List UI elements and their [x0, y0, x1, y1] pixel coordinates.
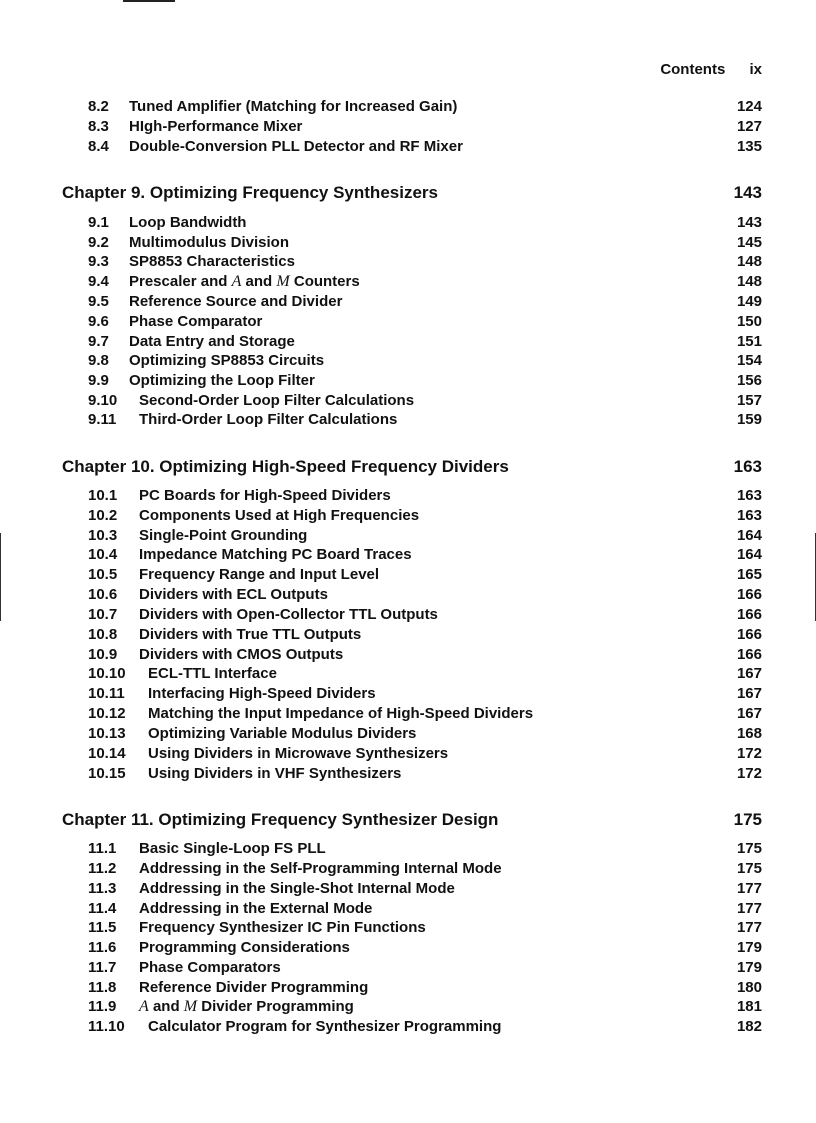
section-number: 11.2: [88, 860, 117, 877]
section-title: Optimizing Variable Modulus Dividers: [148, 725, 417, 742]
toc-entry: [0, 725, 816, 743]
running-head: [660, 61, 762, 78]
toc-entry: [0, 352, 816, 370]
page-number: 135: [736, 138, 762, 155]
section-title: Phase Comparators: [139, 959, 281, 976]
page-number: 156: [736, 372, 762, 389]
toc-entry: [0, 646, 816, 664]
section-title: Basic Single-Loop FS PLL: [139, 840, 326, 857]
toc-entry: [0, 118, 816, 136]
section-number: 10.3: [88, 527, 118, 544]
page-number: 175: [736, 860, 762, 877]
page-number: 167: [736, 705, 762, 722]
section-number: 10.12: [88, 705, 126, 722]
title-text: Counters: [289, 273, 360, 290]
toc-entry: [0, 138, 816, 156]
toc-entry: [0, 293, 816, 311]
section-title: Reference Source and Divider: [129, 293, 343, 310]
toc-entry: [0, 273, 816, 291]
toc-entry: [0, 880, 816, 898]
toc-entry: [0, 860, 816, 878]
toc-entry: [0, 919, 816, 937]
toc-entry: [0, 214, 816, 232]
page-number: 145: [736, 234, 762, 251]
toc-entry: [0, 979, 816, 997]
page-number: 179: [736, 959, 762, 976]
section-title: Calculator Program for Synthesizer Programming: [148, 1018, 502, 1035]
toc-entry: [0, 527, 816, 545]
section-number: 10.14: [88, 745, 126, 762]
toc-entry: [0, 765, 816, 783]
page-number: 165: [736, 566, 762, 583]
page-number: 163: [736, 487, 762, 504]
section-number: 11.4: [88, 900, 117, 917]
page-number: 175: [736, 840, 762, 857]
section-number: 10.8: [88, 626, 118, 643]
chapter-heading: [0, 456, 816, 478]
page-number: 124: [736, 98, 762, 115]
section-number: 10.10: [88, 665, 126, 682]
section-title: Components Used at High Frequencies: [139, 507, 420, 524]
section-title: HIgh-Performance Mixer: [129, 118, 303, 135]
running-head-page-number: ix: [749, 61, 762, 78]
toc-entry: [0, 685, 816, 703]
page-number: 175: [733, 810, 762, 829]
section-title: Using Dividers in Microwave Synthesizers: [148, 745, 449, 762]
section-number: 8.4: [88, 138, 109, 155]
section-number: 10.7: [88, 606, 118, 623]
section-title: [139, 998, 354, 1016]
section-title: Using Dividers in VHF Synthesizers: [148, 765, 402, 782]
section-number: 11.6: [88, 939, 117, 956]
toc-entry: [0, 234, 816, 252]
page-number: 167: [736, 685, 762, 702]
section-number: 9.5: [88, 293, 109, 310]
math-variable: A: [231, 273, 242, 290]
toc-entry: [0, 586, 816, 604]
toc-entry: [0, 665, 816, 683]
title-text: Divider Programming: [197, 998, 354, 1015]
page-number: 163: [736, 507, 762, 524]
toc-entry: [0, 745, 816, 763]
section-title: Dividers with CMOS Outputs: [139, 646, 344, 663]
section-number: 10.5: [88, 566, 118, 583]
section-title: SP8853 Characteristics: [129, 253, 295, 270]
page-number: 164: [736, 546, 762, 563]
toc-entry: [0, 900, 816, 918]
page-number: 166: [736, 626, 762, 643]
section-title: Tuned Amplifier (Matching for Increased Gain): [129, 98, 458, 115]
toc-entry: [0, 998, 816, 1016]
toc-entry: [0, 411, 816, 429]
title-text: Prescaler and: [129, 273, 232, 290]
math-variable: A: [139, 998, 149, 1015]
page-number: 167: [736, 665, 762, 682]
section-title: PC Boards for High-Speed Dividers: [139, 487, 391, 504]
page-number: 181: [736, 998, 762, 1015]
page-number: 151: [736, 333, 762, 350]
page-number: 179: [736, 939, 762, 956]
section-number: 11.5: [88, 919, 117, 936]
page-number: 150: [736, 313, 762, 330]
section-title: Addressing in the Single-Shot Internal Mode: [139, 880, 455, 897]
section-number: 10.1: [88, 487, 118, 504]
math-variable: M: [183, 998, 198, 1015]
toc-entry: [0, 313, 816, 331]
toc-entry: [0, 566, 816, 584]
section-number: 9.1: [88, 214, 109, 231]
section-title: Programming Considerations: [139, 939, 350, 956]
section-number: 10.9: [88, 646, 118, 663]
section-number: 9.11: [88, 411, 117, 428]
page-number: 168: [736, 725, 762, 742]
page-number: 157: [736, 392, 762, 409]
running-head-title: Contents: [660, 61, 726, 78]
page-number: 180: [736, 979, 762, 996]
section-title: Dividers with True TTL Outputs: [139, 626, 362, 643]
section-title: Third-Order Loop Filter Calculations: [139, 411, 398, 428]
section-number: 8.3: [88, 118, 109, 135]
section-title: Impedance Matching PC Board Traces: [139, 546, 412, 563]
page-number: 166: [736, 586, 762, 603]
page-number: 148: [736, 253, 762, 270]
section-title: [129, 273, 360, 291]
section-number: 11.1: [88, 840, 117, 857]
page-number: 148: [736, 273, 762, 290]
section-number: 8.2: [88, 98, 109, 115]
chapter-heading: [0, 182, 816, 204]
toc-entry: [0, 546, 816, 564]
section-title: Second-Order Loop Filter Calculations: [139, 392, 415, 409]
section-number: 11.10: [88, 1018, 125, 1035]
page-number: 164: [736, 527, 762, 544]
section-title: Frequency Range and Input Level: [139, 566, 380, 583]
section-title: Optimizing the Loop Filter: [129, 372, 315, 389]
section-title: Single-Point Grounding: [139, 527, 308, 544]
section-title: Matching the Input Impedance of High-Speed Dividers: [148, 705, 534, 722]
section-title: Multimodulus Division: [129, 234, 289, 251]
section-number: 9.10: [88, 392, 118, 409]
section-number: 9.2: [88, 234, 109, 251]
section-number: 11.8: [88, 979, 117, 996]
page-number: 127: [736, 118, 762, 135]
section-number: 9.8: [88, 352, 109, 369]
chapter-heading: [0, 809, 816, 831]
section-number: 11.9: [88, 998, 117, 1015]
section-title: Frequency Synthesizer IC Pin Functions: [139, 919, 426, 936]
page-number: 154: [736, 352, 762, 369]
chapter-title: Chapter 9. Optimizing Frequency Synthesizers: [62, 183, 438, 202]
section-number: 11.3: [88, 880, 117, 897]
page-number: 172: [736, 745, 762, 762]
section-title: Data Entry and Storage: [129, 333, 295, 350]
section-number: 9.6: [88, 313, 109, 330]
toc-entry: [0, 333, 816, 351]
page-number: 182: [736, 1018, 762, 1035]
toc-entry: [0, 392, 816, 410]
page-number: 163: [733, 457, 762, 476]
section-title: Dividers with Open-Collector TTL Outputs: [139, 606, 438, 623]
section-number: 9.7: [88, 333, 109, 350]
toc-entry: [0, 705, 816, 723]
section-number: 9.9: [88, 372, 109, 389]
toc-entry: [0, 1018, 816, 1036]
title-text: and: [241, 273, 277, 290]
toc-entry: [0, 507, 816, 525]
section-title: Reference Divider Programming: [139, 979, 369, 996]
title-text: and: [148, 998, 184, 1015]
toc-entry: [0, 253, 816, 271]
page-number: 172: [736, 765, 762, 782]
section-number: 10.13: [88, 725, 126, 742]
section-title: Optimizing SP8853 Circuits: [129, 352, 325, 369]
page-number: 177: [736, 919, 762, 936]
toc-entry: [0, 98, 816, 116]
toc-entry: [0, 939, 816, 957]
toc-entry: [0, 840, 816, 858]
section-title: Addressing in the Self-Programming Internal Mode: [139, 860, 502, 877]
section-number: 10.11: [88, 685, 125, 702]
page-number: 177: [736, 900, 762, 917]
page-number: 143: [733, 183, 762, 202]
section-title: ECL-TTL Interface: [148, 665, 277, 682]
page-number: 159: [736, 411, 762, 428]
page-number: 166: [736, 646, 762, 663]
page-number: 177: [736, 880, 762, 897]
section-number: 10.6: [88, 586, 118, 603]
section-title: Addressing in the External Mode: [139, 900, 373, 917]
toc-entry: [0, 372, 816, 390]
page-number: 166: [736, 606, 762, 623]
top-rule: [123, 0, 175, 2]
section-title: Loop Bandwidth: [129, 214, 247, 231]
toc-entry: [0, 606, 816, 624]
section-number: 10.4: [88, 546, 118, 563]
section-number: 10.2: [88, 507, 118, 524]
section-number: 10.15: [88, 765, 126, 782]
section-number: 11.7: [88, 959, 117, 976]
chapter-title: Chapter 10. Optimizing High-Speed Frequency Dividers: [62, 457, 509, 476]
section-title: Interfacing High-Speed Dividers: [148, 685, 376, 702]
math-variable: M: [276, 273, 290, 290]
section-number: 9.3: [88, 253, 109, 270]
section-title: Phase Comparator: [129, 313, 263, 330]
chapter-title: Chapter 11. Optimizing Frequency Synthesizer Design: [62, 810, 499, 829]
section-title: Double-Conversion PLL Detector and RF Mixer: [129, 138, 463, 155]
toc-entry: [0, 959, 816, 977]
page-number: 149: [736, 293, 762, 310]
section-title: Dividers with ECL Outputs: [139, 586, 328, 603]
section-number: 9.4: [88, 273, 109, 290]
page-number: 143: [736, 214, 762, 231]
toc-entry: [0, 487, 816, 505]
toc-entry: [0, 626, 816, 644]
